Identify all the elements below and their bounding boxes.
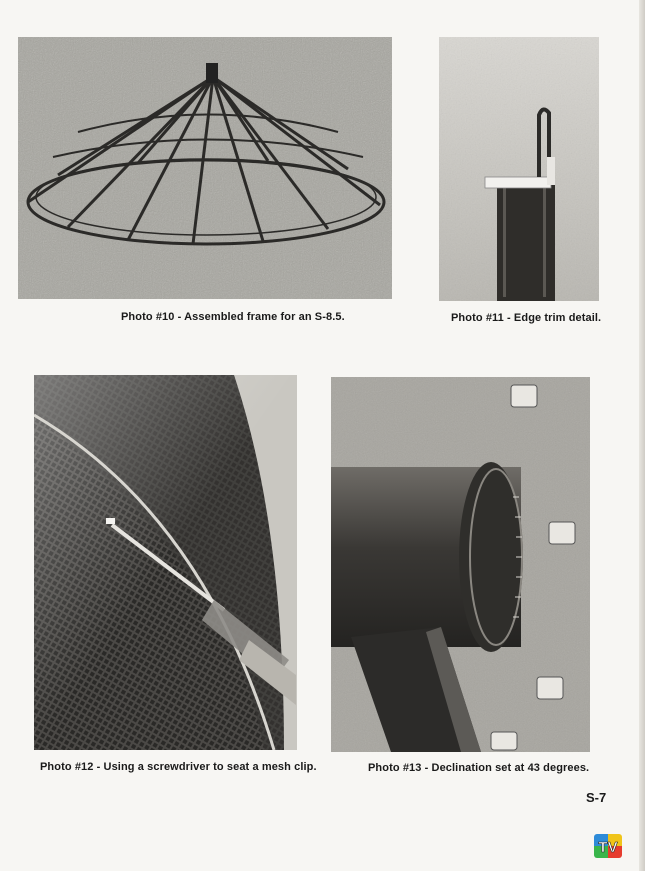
photo-12-caption: Photo #12 - Using a screwdriver to seat a mesh clip. [40,761,317,773]
page-edge [639,0,645,871]
page-number: S-7 [586,790,607,805]
photo-10-assembled-frame [18,37,392,299]
photo-13-declination-setting [331,377,590,752]
photo-10-caption: Photo #10 - Assembled frame for an S-8.5. [121,311,345,323]
photo-12-screwdriver-mesh-clip [34,375,297,750]
photo-13-caption: Photo #13 - Declination set at 43 degrees. [368,762,590,774]
photo-11-edge-trim [439,37,599,301]
tv-logo-icon [594,834,622,858]
photo-11-caption: Photo #11 - Edge trim detail. [451,312,602,324]
svg-text:TV: TV [598,839,618,856]
